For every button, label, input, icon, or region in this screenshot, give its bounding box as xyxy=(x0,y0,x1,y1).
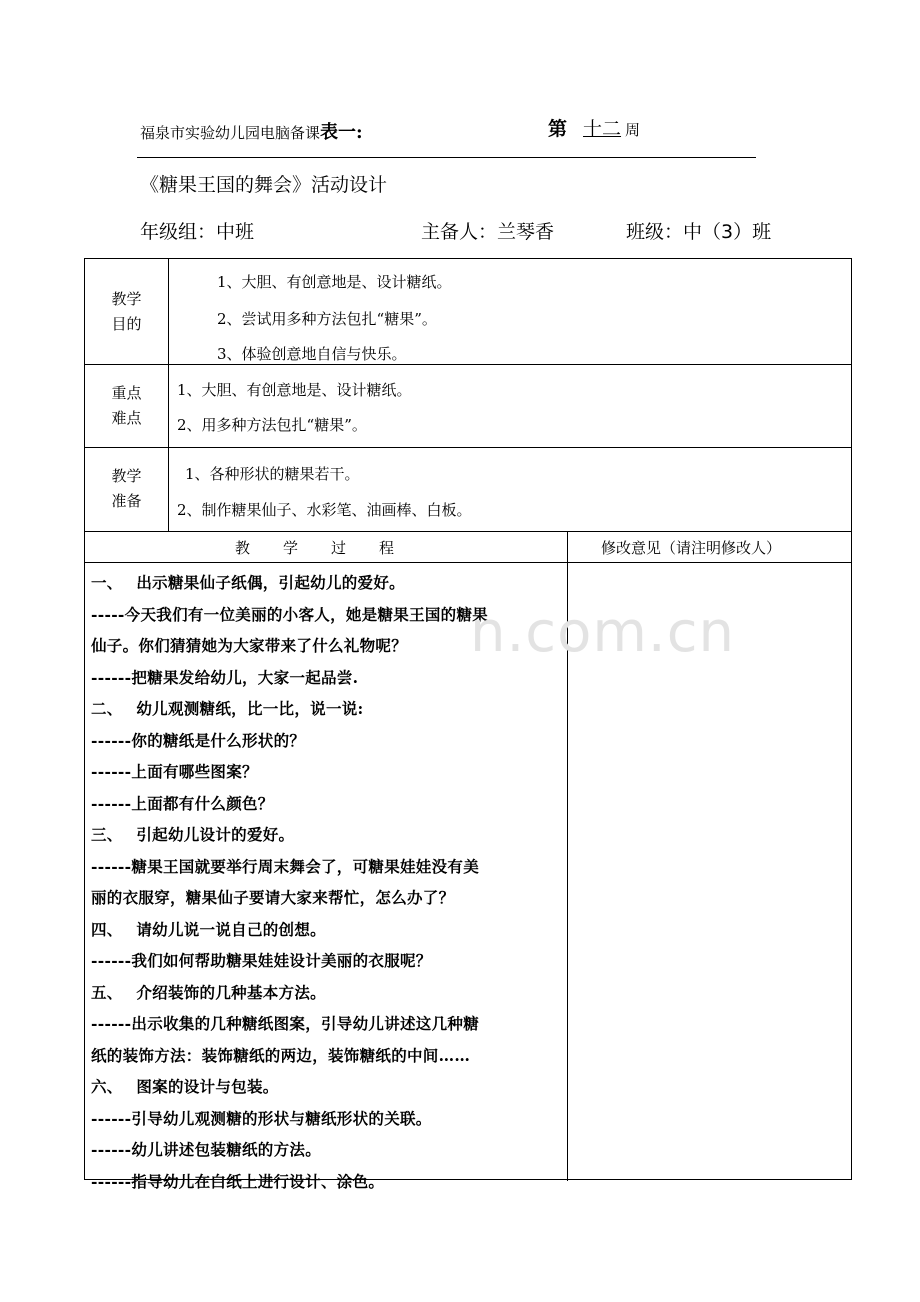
process-line: 三、 引起幼儿设计的爱好。 xyxy=(91,825,295,844)
process-line: ------引导幼儿观测糖的形状与糖纸形状的关联。 xyxy=(91,1108,432,1128)
process-line: ------你的糖纸是什么形状的？ xyxy=(91,730,306,750)
class-name: 班级：中（3）班 xyxy=(626,221,772,243)
row-divider xyxy=(85,447,851,448)
revision-header: 修改意见（请注明修改人） xyxy=(601,539,782,557)
process-line: ------上面都有什么颜色？ xyxy=(91,793,274,813)
row-divider xyxy=(85,364,851,365)
process-line: ------我们如何帮助糖果娃娃设计美丽的衣服呢？ xyxy=(91,951,432,970)
preparer: 主备人：兰琴香 xyxy=(421,221,555,243)
goals-label: 教学 目的 xyxy=(111,290,142,333)
goal-item: 1、大胆、有创意地是、设计糖纸。 xyxy=(217,273,452,291)
process-line: ------糖果王国就要举行周末舞会了，可糖果娃娃没有美 xyxy=(91,856,479,876)
goal-item: 2、尝试用多种方法包扎“糖果”。 xyxy=(217,310,437,328)
process-line: ------上面有哪些图案？ xyxy=(91,762,258,781)
process-line: ------幼儿讲述包装糖纸的方法。 xyxy=(91,1140,321,1159)
keypoint-item: 2、用多种方法包扎“糖果”。 xyxy=(177,416,367,434)
process-line: -----今天我们有一位美丽的小客人，她是糖果王国的糖果 xyxy=(91,604,489,624)
prep-label: 教学 准备 xyxy=(111,467,142,510)
process-line: ------指导幼儿在白纸上进行设计、涂色。 xyxy=(91,1171,385,1191)
school-name: 福泉市实验幼儿园电脑备课表一: xyxy=(140,122,363,143)
table-label: 表一: xyxy=(320,122,363,143)
process-line: 仙子。你们猜猜她为大家带来了什么礼物呢？ xyxy=(91,636,408,655)
keypoint-item: 1、大胆、有创意地是、设计糖纸。 xyxy=(177,381,412,399)
process-line: 六、 图案的设计与包装。 xyxy=(91,1077,279,1096)
process-line: 五、 介绍装饰的几种基本方法。 xyxy=(91,982,326,1002)
keypoints-label: 重点 难点 xyxy=(111,384,142,427)
week-indicator: 第 十二 周 xyxy=(548,118,641,140)
process-line: 丽的衣服穿，糖果仙子要请大家来帮忙，怎么办了？ xyxy=(91,888,455,907)
process-line: 二、 幼儿观测糖纸，比一比，说一说: xyxy=(91,699,364,718)
goal-item: 3、体验创意地自信与快乐。 xyxy=(217,345,407,363)
lesson-table xyxy=(84,258,852,1191)
label-column-divider xyxy=(168,259,169,531)
prep-item: 2、制作糖果仙子、水彩笔、油画棒、白板。 xyxy=(177,501,472,519)
process-line: ------出示收集的几种糖纸图案，引导幼儿讲述这几种糖 xyxy=(91,1014,479,1033)
week-number: 十二 xyxy=(583,118,622,140)
prep-item: 1、各种形状的糖果若干。 xyxy=(185,465,360,483)
page-header xyxy=(140,112,760,146)
process-line: 一、 出示糖果仙子纸偶，引起幼儿的爱好。 xyxy=(91,573,405,592)
process-line: ------把糖果发给幼儿，大家一起品尝. xyxy=(91,667,359,687)
row-divider xyxy=(85,531,851,532)
header-rule xyxy=(137,157,756,158)
grade-group: 年级组：中班 xyxy=(140,221,255,243)
process-line: 四、 请幼儿说一说自己的创想。 xyxy=(91,919,326,939)
page-title: 《糖果王国的舞会》活动设计 xyxy=(140,174,388,196)
process-line: 纸的装饰方法：装饰糖纸的两边，装饰糖纸的中间…… xyxy=(91,1045,471,1065)
watermark: n.com.cn xyxy=(470,600,735,665)
process-header: 教 学 过 程 xyxy=(235,539,396,557)
